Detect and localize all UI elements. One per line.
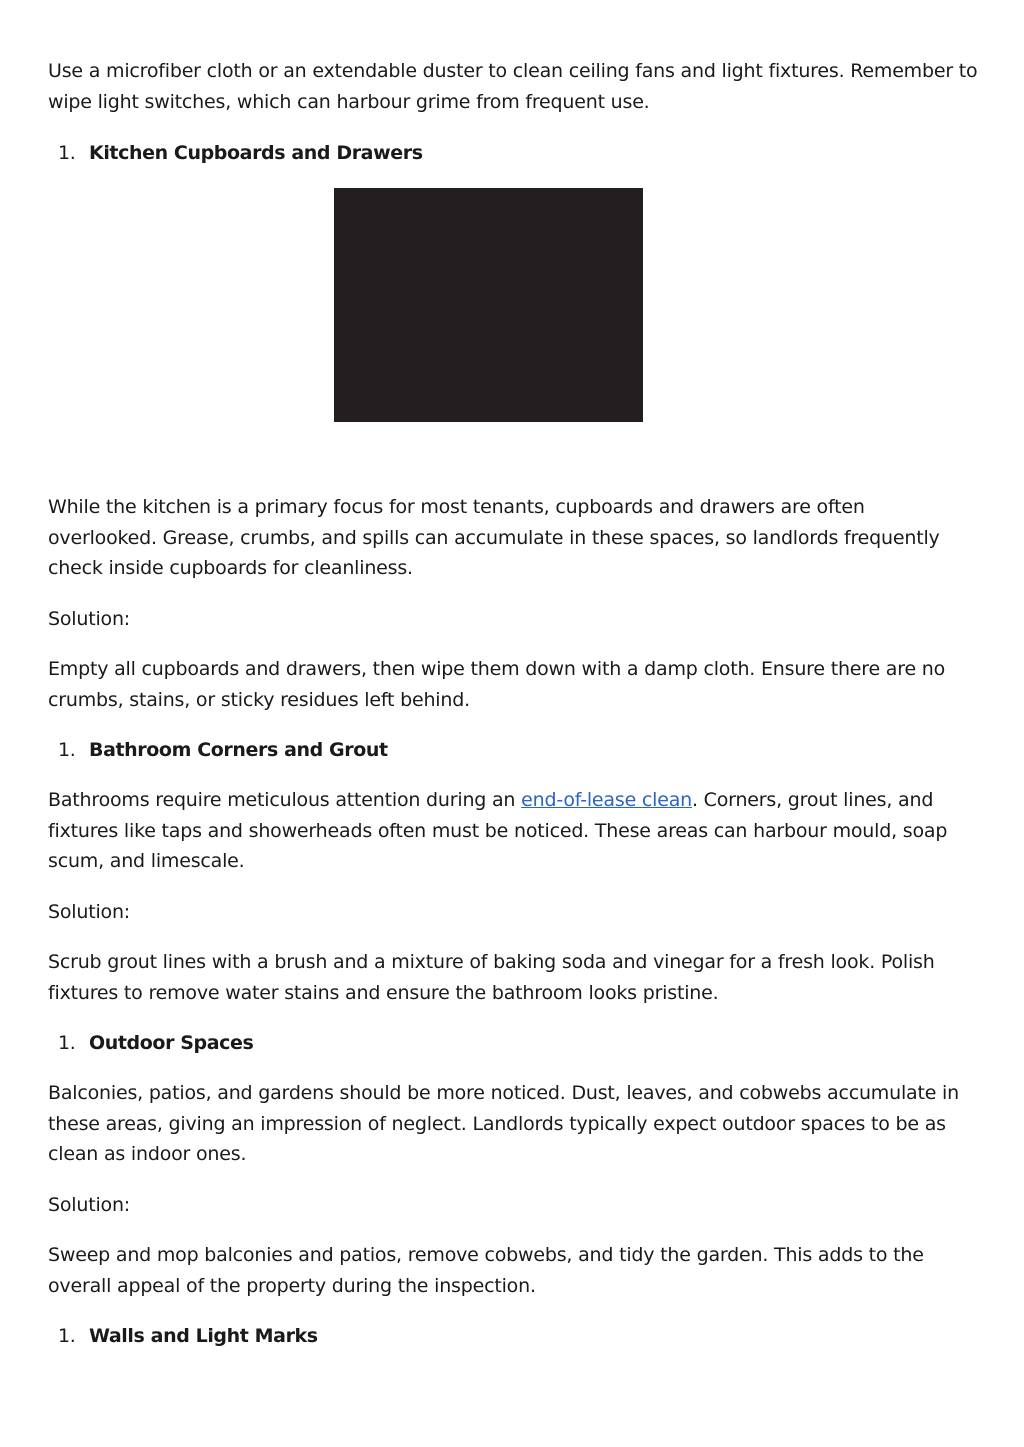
kitchen-image	[334, 188, 643, 422]
solution-text: Empty all cupboards and drawers, then wipe them down with a damp cloth. Ensure there are no crumbs, stains, or sticky residues left behind.	[48, 658, 946, 711]
solution-label: Solution:	[48, 900, 131, 923]
section-body	[48, 785, 978, 877]
section-heading-walls	[48, 1321, 978, 1351]
body-text: Bathrooms require meticulous attention during an	[48, 789, 522, 811]
solution-label: Solution:	[48, 607, 131, 630]
list-number: 1.	[58, 1325, 76, 1347]
list-number: 1.	[58, 739, 76, 761]
document-page	[48, 56, 978, 1351]
section-body: While the kitchen is a primary focus for most tenants, cupboards and drawers are often overlooked. Grease, crumbs, and spills can accumulate in these spaces, so landlords frequently check inside cupboards for cleanliness.	[48, 496, 940, 579]
section-title: Bathroom Corners and Grout	[89, 739, 388, 761]
section-heading-bathroom	[48, 735, 978, 765]
section-title: Kitchen Cupboards and Drawers	[89, 142, 423, 164]
list-number: 1.	[58, 1032, 76, 1054]
section-body: Balconies, patios, and gardens should be more noticed. Dust, leaves, and cobwebs accumulate in these areas, giving an impression of neglect. Landlords typically expect outdoor spaces to be as clean as indoor ones.	[48, 1082, 959, 1165]
list-number: 1.	[58, 142, 76, 164]
solution-text: Scrub grout lines with a brush and a mixture of baking soda and vinegar for a fresh look. Polish fixtures to remove water stains and ensure the bathroom looks pristine.	[48, 951, 935, 1004]
solution-text: Sweep and mop balconies and patios, remove cobwebs, and tidy the garden. This adds to the overall appeal of the property during the inspection.	[48, 1244, 924, 1297]
end-of-lease-clean-link[interactable]: end-of-lease clean	[521, 789, 692, 811]
section-heading-kitchen	[48, 138, 978, 168]
body-text: . Corners, grout lines, and fixtures like taps and showerheads often must be noticed. These areas can harbour mould, soap scum, and limescale.	[48, 789, 948, 872]
section-title: Walls and Light Marks	[89, 1325, 318, 1347]
solution-label: Solution:	[48, 1193, 131, 1216]
section-heading-outdoor	[48, 1028, 978, 1058]
intro-paragraph: Use a microfiber cloth or an extendable duster to clean ceiling fans and light fixtures. Remember to wipe light switches, which can harbour grime from frequent use.	[48, 60, 978, 113]
section-title: Outdoor Spaces	[89, 1032, 254, 1054]
